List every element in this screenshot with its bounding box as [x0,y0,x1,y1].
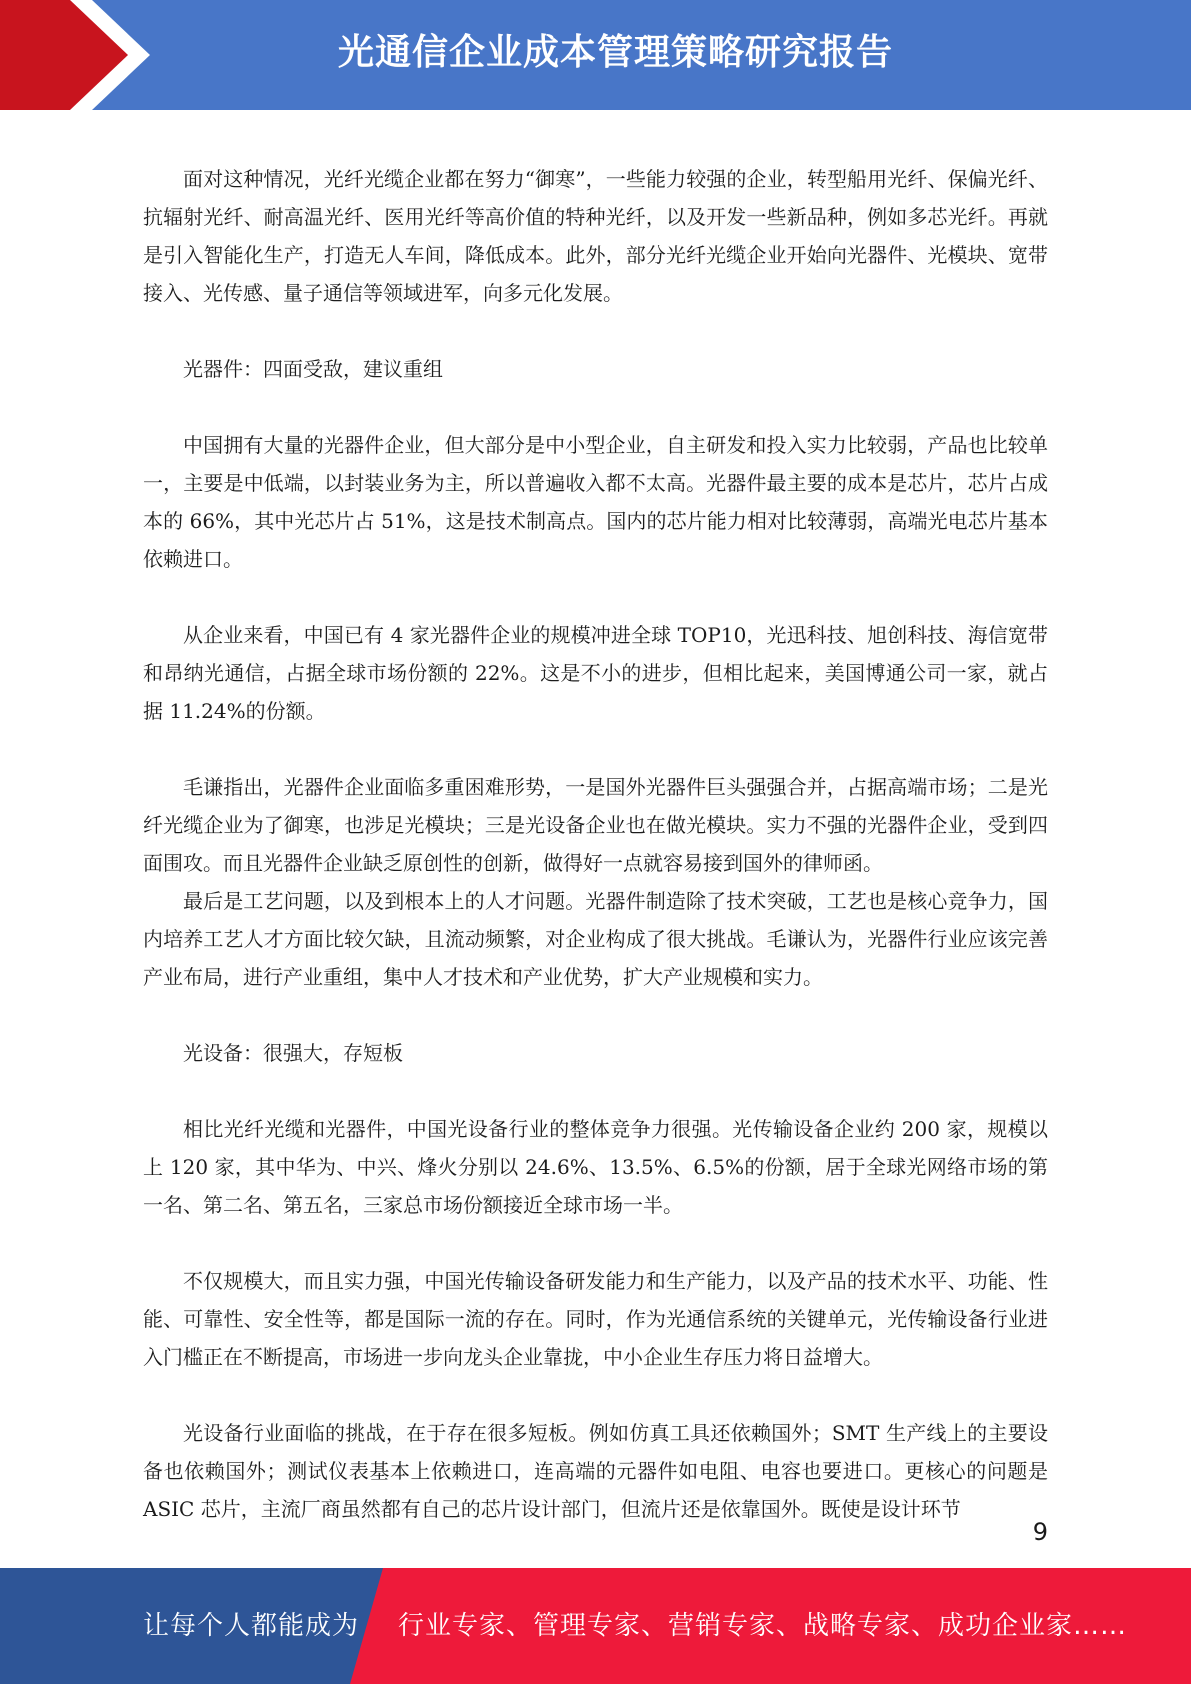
footer-banner [0,1568,1191,1684]
paragraph: 不仅规模大，而且实力强，中国光传输设备研发能力和生产能力，以及产品的技术水平、功能、性能、可靠性、安全性等，都是国际一流的存在。同时，作为光通信系统的关键单元，光传输设备行业进入门槛正在不断提高，市场进一步向龙头企业靠拢，中小企业生存压力将日益增大。 [143,1269,1048,1369]
paragraph: 相比光纤光缆和光器件，中国光设备行业的整体竞争力很强。光传输设备企业约 200 家，规模以上 120 家，其中华为、中兴、烽火分别以 24.6%、13.5%、6.5%的份额，居于全球光网络市场的第一名、第二名、第五名，三家总市场份额接近全球市场一半。 [143,1117,1048,1217]
footer-slogan-roles: 行业专家、管理专家、营销专家、战略专家、成功企业家…… [398,1611,1128,1641]
paragraph: 中国拥有大量的光器件企业，但大部分是中小型企业，自主研发和投入实力比较弱，产品也比较单一，主要是中低端，以封装业务为主，所以普遍收入都不太高。光器件最主要的成本是芯片，芯片占成本的 66%，其中光芯片占 51%，这是技术制高点。国内的芯片能力相对比较薄弱，高端光电芯片基本依赖进口。 [143,433,1048,571]
footer-slogan: 让每个人都能成为 [143,1611,360,1641]
paragraph: 毛谦指出，光器件企业面临多重困难形势，一是国外光器件巨头强强合并，占据高端市场；二是光纤光缆企业为了御寒，也涉足光模块；三是光设备企业也在做光模块。实力不强的光器件企业，受到四面围攻。而且光器件企业缺乏原创性的创新，做得好一点就容易接到国外的律师函。 [143,775,1048,875]
paragraph: 面对这种情况，光纤光缆企业都在努力“御寒”，一些能力较强的企业，转型船用光纤、保偏光纤、抗辐射光纤、耐高温光纤、医用光纤等高价值的特种光纤，以及开发一些新品种，例如多芯光纤。再就是引入智能化生产，打造无人车间，降低成本。此外，部分光纤光缆企业开始向光器件、光模块、宽带接入、光传感、量子通信等领域进军，向多元化发展。 [143,167,1048,305]
page-number: 9 [1032,1518,1048,1546]
paragraph: 最后是工艺问题，以及到根本上的人才问题。光器件制造除了技术突破，工艺也是核心竞争力，国内培养工艺人才方面比较欠缺，且流动频繁，对企业构成了很大挑战。毛谦认为，光器件行业应该完善产业布局，进行产业重组，集中人才技术和产业优势，扩大产业规模和实力。 [143,889,1048,989]
paragraph: 从企业来看，中国已有 4 家光器件企业的规模冲进全球 TOP10，光迅科技、旭创科技、海信宽带和昂纳光通信，占据全球市场份额的 22%。这是不小的进步，但相比起来，美国博通公司一家，就占据 11.24%的份额。 [143,623,1048,723]
header-banner [0,0,1191,110]
section-heading: 光器件：四面受敌，建议重组 [183,357,443,381]
paragraph: 光设备行业面临的挑战，在于存在很多短板。例如仿真工具还依赖国外；SMT 生产线上的主要设备也依赖国外；测试仪表基本上依赖进口，连高端的元器件如电阻、电容也要进口。更核心的问题是 ASIC 芯片，主流厂商虽然都有自己的芯片设计部门，但流片还是依靠国外。既使是设计环节 [143,1421,1048,1521]
section-heading: 光设备：很强大，存短板 [183,1041,403,1065]
document-title: 光通信企业成本管理策略研究报告 [337,32,893,73]
document-body [143,160,1048,1528]
